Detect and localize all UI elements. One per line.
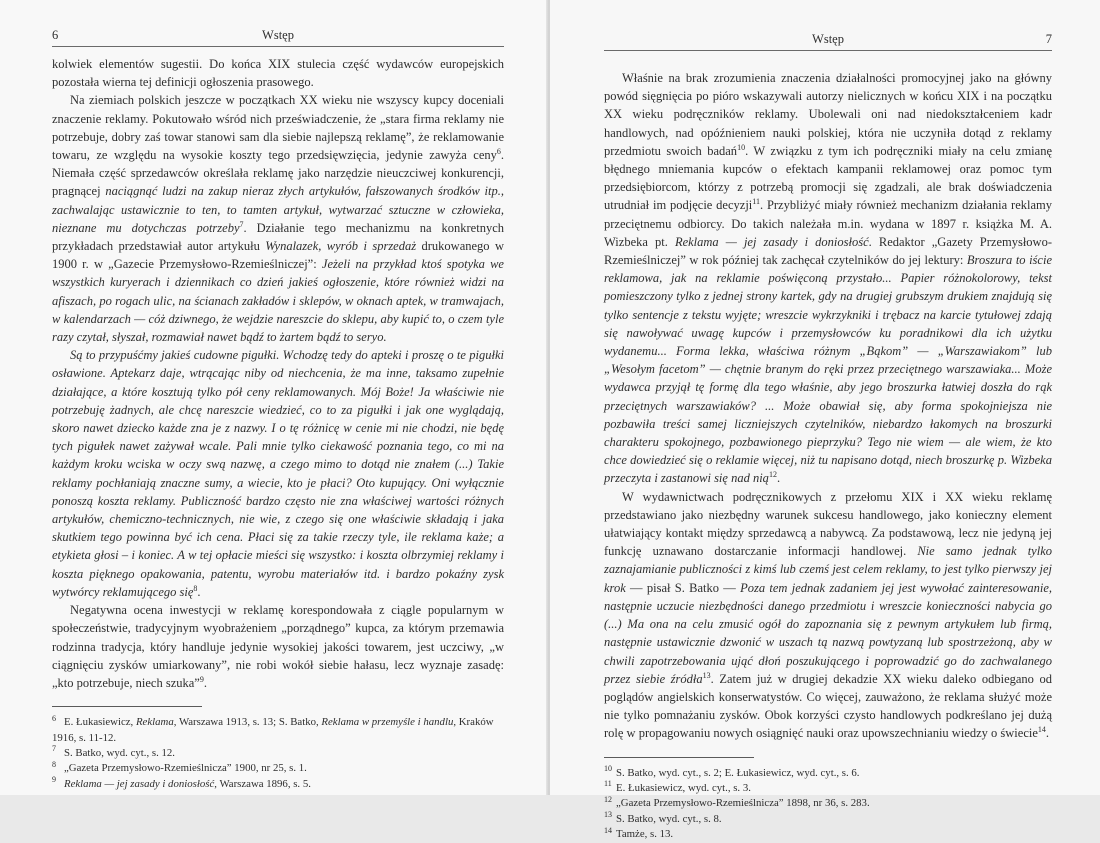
footnote: 10 S. Batko, wyd. cyt., s. 2; E. Łukasiewicz, wyd. cyt., s. 6. (604, 763, 860, 779)
text-run: — pisał S. Batko — (625, 580, 741, 595)
italic-text: Reklama (135, 716, 174, 729)
text-run: , Warszawa 1913, s. 13; S. Batko, (173, 716, 322, 729)
text-run: Negatywna ocena inwestycji w reklamę korespondowała z ciągle popularnym w społeczeństwie, tradycyjnym wyobrażeniem „porządnego” kupca, za którym przemawia rodzinna tradycja, który handluje jedynie wysokiej jakości towarem, jest uczciwy, „w ciągnięciu zysków umiarkowany”, nie robi wokół siebie hałasu, lecz wyznaje zasadę: „kto potrzebuje, niech szuka” (52, 603, 504, 690)
italic-text: naciągnąć ludzi na zakup nieraz złych artykułów, fałszowanych środków itp., zachwalając ustawicznie to ten, to tamten artykuł, wytwarzać sztuczne w człowieka, nieznane mu dotychczas potrzeby (52, 184, 505, 235)
right-footnote-rule (604, 757, 754, 758)
italic-text: Reklama — jej zasady i doniosłość (64, 777, 215, 790)
text-run: , Warszawa 1896, s. 5. (214, 777, 311, 790)
footnote-reference: 14 (1037, 725, 1046, 735)
text-run: . Przybliżyć miały również mechanizm działania reklamy przeciętnemu odbiorcy. Do takich należała m.in. wydana w 1897 r. książka M. A. Wizbeka pt. (604, 198, 1052, 249)
text-run: drukowanego w 1900 r. w „Gazecie Przemysłowo-Rzemieślniczej”: (52, 239, 504, 272)
italic-text: Reklama — jej zasady i doniosłość (674, 234, 869, 249)
italic-text: Reklama w przemyśle i handlu (321, 716, 454, 729)
text-run: , Kraków 1916, s. 11-12. (52, 716, 494, 744)
text-run: . Niemała część sprzedawców określała reklamę jako narzędzie nieuczciwej konkurencji, pragnącej (52, 148, 504, 199)
text-run: E. Łukasiewicz, wyd. cyt., s. 3. (616, 781, 751, 794)
left-running-title: Wstęp (262, 28, 294, 42)
paragraph (604, 488, 1052, 743)
italic-text: Wynalazek, wyrób i sprzedaż (265, 239, 417, 254)
text-run: S. Batko, wyd. cyt., s. 2; E. Łukasiewicz, wyd. cyt., s. 6. (616, 766, 860, 779)
text-run: S. Batko, wyd. cyt., s. 12. (64, 746, 175, 759)
text-run: . W związku z tym ich podręczniki miały na celu zmianę błędnego mniemania kupców o efektach kampanii reklamowej oraz pomoc tym przedsiębiorcom, którzy z potrzebą promocji się zgadzali, ale brak doświadczenia utrudniał im podjęcie decyzji (604, 143, 1052, 213)
footnote: 12 „Gazeta Przemysłowo-Rzemieślnicza” 1898, nr 36, s. 283. (604, 794, 870, 810)
footnote: 9 Reklama — jej zasady i doniosłość, Warszawa 1896, s. 5. (52, 775, 311, 790)
left-body-text (52, 55, 504, 692)
italic-text: Poza tem jednak zadaniem jej jest wywołać zainteresowanie, następnie uczucie niezbędności danego przedmiotu i wreszcie konieczności nabycia go (...) Ma ona na celu zmusić ogół do zapoznania się z pewnym artykułem lub firmą, następnie ustawicznie dzwonić w uszach tą nazwą powtyzaną lub spostrzeżoną, aby w chwili zapotrzebowania ująć dłoń poszukującego i poprowadzić go do zachwalanego przez siebie źródła (604, 580, 1053, 686)
right-page (550, 0, 1100, 841)
text-run: E. Łukasiewicz, (64, 716, 136, 729)
left-footnote-rule (52, 706, 202, 707)
footnote-reference: 13 (702, 670, 711, 680)
footnote-reference: 6 (496, 146, 501, 156)
text-run: S. Batko, wyd. cyt., s. 8. (616, 812, 722, 825)
text-run: „Gazeta Przemysłowo-Rzemieślnicza” 1898, nr 36, s. 283. (616, 797, 870, 810)
footnote: 7 S. Batko, wyd. cyt., s. 12. (52, 744, 175, 759)
italic-text: Są to przypuśćmy jakieś cudowne pigułki. Wchodzę tedy do apteki i proszę o te pigułki osławione. Aptekarz daje, wtrącając niby od niechcenia, że ma inne, taksamo zupełnie działające, a które kosztują tylko pół ceny reklamowanych. Mój Boże! Ja właściwie nie potrzebuję żadnych, ale chcę nareszcie wiedzieć, co to za pigułki i jak one wyglądają, skoro nawet dziecko każde zna je z nazwy. I o tę różnicę w cenie mi nie chodzi, nie będę tych pigułek nawet zażywał wcale. Pali mnie tylko ciekawość poznania tego, co mi na każdym kroku wciska w oczy swą nazwę, a czego mimo to dotąd nie znałem (...) Takie reklamy pochłaniają znaczne sumy, a wiecie, kto je płaci? Oto kupujący. Oni wyłącznie ponoszą koszta reklamy. Publiczność bardzo często nie zna właściwej wartości różnych artykułów, chemiczno-technicznych, nie wie, z czego się one właściwie składają i jaka skutkiem tego powinna być ich cena. Płaci się za takie rzeczy tyle, ile reklama każe; a etykieta głosi – i koniec. A w tej opłacie mieści się wszystko: i koszta olbrzymiej reklamy i koszta pięknego opakowania, patentu, wyrobu materiałów itd. i bardzo pokaźny zysk wytwórcy reklamującego się (52, 348, 504, 599)
text-run: W wydawnictwach podręcznikowych z przełomu XIX i XX wieku reklamę przedstawiano jako niezbędny warunek sukcesu handlowego, jako konieczny element ułatwiający kontakt między sprzedawcą a nabywcą. Za podstawową, lecz nie jedyną jej funkcję uznawano dostarczanie informacji handlowej. (604, 489, 1052, 559)
footnote-reference: 8 (193, 583, 198, 593)
text-run: . (203, 675, 207, 690)
italic-text: Jeżeli na przykład ktoś spotyka we wszystkich kuryerach i dziennikach co dzień jakieś ogłoszenie, które również widzi na afiszach, po rogach ulic, na ścianach zakładów i sklepów, w oknach aptek, w tramwajach, w kalendarzach — cóż dziwnego, że wejdzie nareszcie do sklepu, aby kupić to, o czem tyle razy czytał, słyszał, rozmawiał nawet bądź to żartem bądź to seryo. (52, 257, 504, 345)
left-running-head (52, 28, 504, 47)
footnote: 14 Tamże, s. 13. (604, 825, 674, 841)
paragraph (52, 346, 504, 601)
text-run: . (776, 471, 781, 486)
footnote: 11 E. Łukasiewicz, wyd. cyt., s. 3. (604, 779, 751, 794)
left-page (0, 0, 548, 795)
right-body-text (604, 69, 1052, 743)
paragraph (52, 91, 504, 346)
footnote-reference: 9 (199, 674, 204, 684)
right-page-number: 7 (1045, 32, 1052, 46)
footnote: 13 S. Batko, wyd. cyt., s. 8. (604, 810, 722, 825)
italic-text: Nie samo jednak tylko zaznajamianie publiczności z kimś lub czemś jest celem reklamy, to jest tylko pierwszy jej krok (604, 544, 1052, 595)
text-run: . (197, 584, 201, 599)
italic-text: Broszura to iście reklamowa, jak na reklamie poświęconą przystało... Papier różnokolorowy, tekst pomieszczony tylko z jednej strony kartek, gdy na drugiej grubszym drukiem znajdują się tylko sentencje z tekstu wyjęte; wreszcie wykrzykniki i trębacz na karcie tytułowej zdają się nawoływać uwagę kupców i przemysłowców ku poradnikowi dla ich użytku wydanemu... Forma lekka, właściwa różnym „Bąkom” — „Warszawiakom” lub „Wesołym facetom” — chętnie branym do ręki przez przeciętnego warszawiaka... Może wydawca przyjął tę formę dla tego właśnie, aby jego broszurka łatwiej doszła do rąk przeciętnych warszawiaków? ... Może obawiał się, aby forma spokojniejsza nie pozbawiła treści samej liczniejszych czytelników, niebardzo łakomych na broszurki charakteru spokojnego, pozbawionego pieprzyku? Tego nie wiem — ale wiem, że kto chce dowiedzieć się o reklamie więcej, niż tu napisano dotąd, niech broszurkę p. Wizbeka przeczyta i zastanowi się nad nią (604, 253, 1052, 486)
footnote-reference: 10 (737, 142, 746, 152)
text-run: . Działanie tego mechanizmu na konkretnych przykładach przedstawiał autor artykułu (52, 220, 504, 254)
left-page-number: 6 (52, 28, 59, 42)
footnote-reference: 11 (752, 197, 760, 207)
right-running-head (604, 32, 1052, 51)
right-footnotes (604, 763, 1052, 843)
paragraph (52, 601, 504, 692)
left-footnotes (52, 715, 504, 792)
footnote-reference: 7 (239, 219, 244, 229)
text-run: . Zatem już w drugiej dekadzie XX wieku daleko odbiegano od poglądów angielskich konserwatystów. Co więcej, zauważono, że reklama służyć może nie tylko pomnażaniu zysków. Obok korzyści czysto handlowych podkreślano jej dużą rolę w propagowaniu nowych osiągnięć nauki oraz upowszechnianiu wiedzy o świecie (604, 671, 1052, 741)
paragraph (604, 69, 1052, 488)
footnote: 8 „Gazeta Przemysłowo-Rzemieślnicza” 1900, nr 25, s. 1. (52, 759, 307, 775)
text-run: . (1045, 726, 1050, 741)
footnote: 6 E. Łukasiewicz, Reklama, Warszawa 1913, s. 13; S. Batko, Reklama w przemyśle i handlu, Kraków 1916, s. 11-12. (52, 713, 494, 744)
text-run: Na ziemiach polskich jeszcze w początkach XX wieku nie wszyscy kupcy doceniali znaczenie reklamy. Pokutowało wśród nich przeświadczenie, że „stara firma reklamy nie potrzebuje, dobry zaś towar stanowi sam dla siebie najlepszą reklamę”, że reklamowanie towaru, ze względu na wysokie koszty tego przedsięwzięcia, jedynie zawyża ceny (52, 93, 504, 163)
footnote-reference: 12 (768, 470, 777, 480)
text-run: kolwiek elementów sugestii. Do końca XIX stulecia część wydawców europejskich pozostała wierna tej definicji ogłoszenia prasowego. (52, 57, 504, 90)
paragraph (52, 55, 504, 91)
text-run: „Gazeta Przemysłowo-Rzemieślnicza” 1900, nr 25, s. 1. (64, 762, 307, 775)
text-run: Tamże, s. 13. (616, 828, 674, 841)
right-running-title: Wstęp (812, 32, 844, 46)
text-run: . Redaktor „Gazety Przemysłowo-Rzemieślniczej” w rok później tak zachęcał czytelników do jej lektury: (604, 234, 1052, 268)
text-run: Właśnie na brak zrozumienia znaczenia działalności promocyjnej jako na główny powód sięgnięcia po pióro wskazywali autorzy nielicznych w końcu XIX i na początku XX wieku podręczników reklamy. Ubolewali oni nad niedokształceniem kadr handlowych, nad opóźnieniem nauki polskiej, która nie uczyniła dotąd z reklamy przedmiotu swoich badań (604, 71, 1052, 158)
